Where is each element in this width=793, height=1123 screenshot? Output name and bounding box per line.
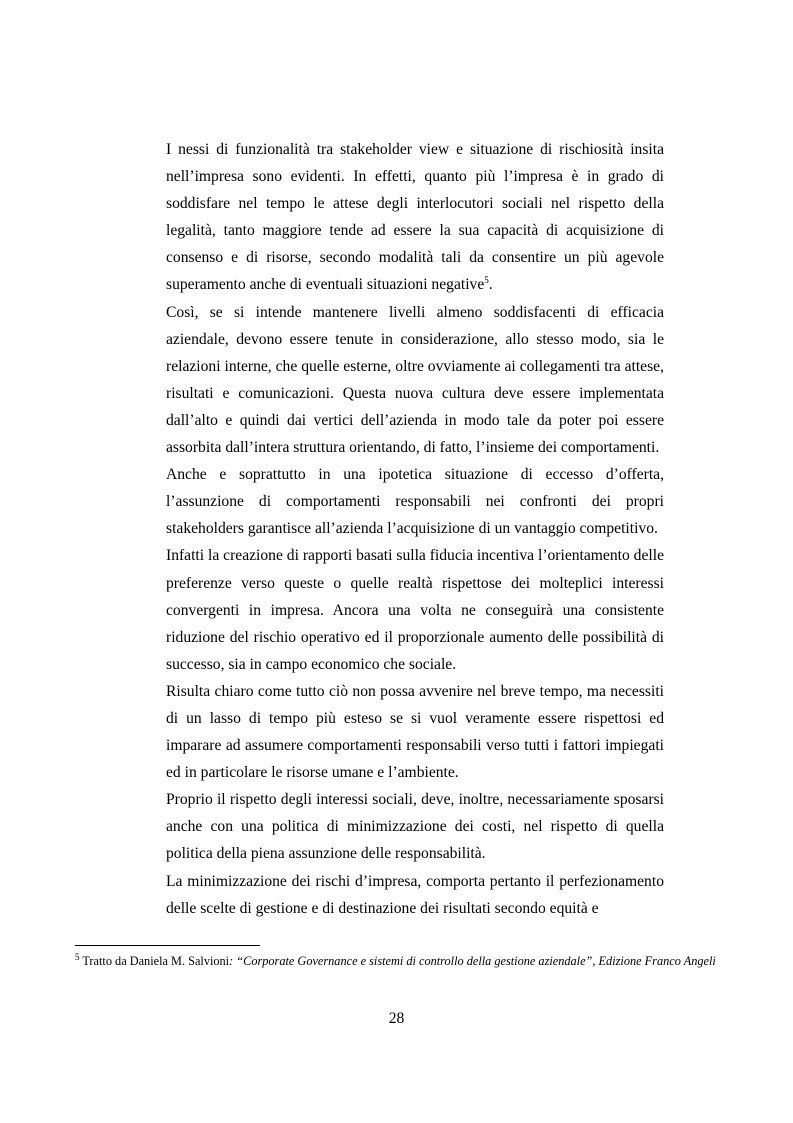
paragraph-6: Proprio il rispetto degli interessi sociali, deve, inoltre, necessariamente sposarsi anche con una politica di minimizzazione dei costi, nel rispetto di quella politica della piena assunzione delle responsabilità. (166, 791, 664, 863)
paragraph-7: La minimizzazione dei rischi d’impresa, comporta pertanto il perfezionamento delle scelte di gestione e di destinazione dei risultati secondo equità e (166, 872, 664, 917)
paragraph-3: Anche e soprattutto in una ipotetica situazione di eccesso d’offerta, l’assunzione di comportamenti responsabili nei confronti dei propri stakeholders garantisce all’azienda l’acquisizione di un vantaggio competitivo. (166, 466, 664, 538)
page-number: 28 (388, 1010, 405, 1027)
footnote-reference[interactable]: 5 (484, 275, 489, 286)
body-text (166, 136, 664, 922)
paragraph-2: Così, se si intende mantenere livelli almeno soddisfacenti di efficacia aziendale, devono essere tenute in considerazione, allo stesso modo, sia le relazioni interne, che quelle esterne, oltre ovviamente ai collegamenti tra attese, risultati e comunicazioni. Questa nuova cultura deve essere implementata dall’alto e quindi dai vertici dell’azienda in modo tale da poter poi essere assorbita dall’intera struttura orientando, di fatto, l’insieme dei comportamenti. (166, 303, 664, 457)
footnote-separator (75, 945, 260, 946)
paragraph-tail: . (488, 276, 493, 294)
paragraph-text: I nessi di funzionalità tra stakeholder view e situazione di rischiosità insita nell’impresa sono evidenti. In effetti, quanto più l’impresa è in grado di soddisfare nel tempo le attese degli interlocutori sociali nel rispetto della legalità, tanto maggiore tende ad essere la sua capacità di acquisizione di consenso e di risorse, secondo modalità tali da consentire un più agevole superamento anche di eventuali situazioni negative (166, 141, 664, 294)
footnote-number: 5 (75, 951, 80, 962)
paragraph-1 (166, 136, 664, 299)
footnote-title: : “Corporate Governance e sistemi di controllo della gestione aziendale”, Edizione Franco Angeli (229, 954, 716, 968)
paragraph-5: Risulta chiaro come tutto ciò non possa avvenire nel breve tempo, ma necessiti di un lasso di tempo più esteso se si vuol veramente essere rispettosi ed imparare ad assumere comportamenti responsabili verso tutti i fattori impiegati ed in particolare le risorse umane e l’ambiente. (166, 682, 664, 782)
footnote (75, 953, 717, 970)
paragraph-4: Infatti la creazione di rapporti basati sulla fiducia incentiva l’orientamento delle preferenze verso queste o quelle realtà rispettose dei molteplici interessi convergenti in impresa. Ancora una volta ne conseguirà una consistente riduzione del rischio operativo ed il proporzionale aumento delle possibilità di successo, sia in campo economico che sociale. (166, 547, 664, 673)
footnote-lead: Tratto da Daniela M. Salvioni (79, 954, 230, 968)
